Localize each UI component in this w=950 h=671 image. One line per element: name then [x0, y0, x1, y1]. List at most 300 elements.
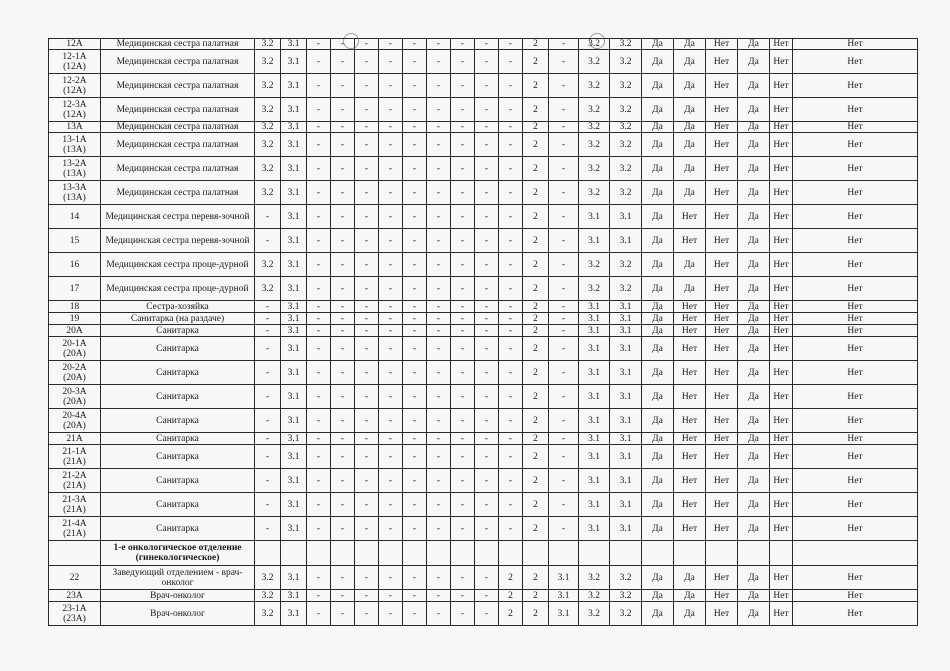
factor-cell: Нет	[793, 301, 918, 313]
factor-cell: -	[331, 313, 355, 325]
factor-cell: -	[355, 313, 379, 325]
factor-cell: -	[427, 517, 451, 541]
factor-cell: -	[427, 39, 451, 50]
factor-cell: 3.1	[610, 229, 642, 253]
factor-cell: -	[451, 50, 475, 74]
factor-cell: -	[427, 590, 451, 602]
factor-cell: -	[549, 133, 579, 157]
factor-cell: Да	[674, 590, 706, 602]
factor-cell: -	[331, 433, 355, 445]
factor-cell: 3.1	[281, 229, 307, 253]
factor-cell: Нет	[770, 98, 793, 122]
factor-cell: 2	[523, 39, 549, 50]
factor-cell: Да	[642, 445, 674, 469]
factor-cell: -	[307, 566, 331, 590]
factor-cell: Нет	[706, 493, 738, 517]
position-number: 14	[49, 205, 101, 229]
table-row	[49, 39, 918, 50]
position-name: Медицинская сестра палатная	[101, 50, 255, 74]
factor-cell: -	[255, 313, 281, 325]
section-row	[49, 541, 918, 566]
factor-cell: -	[427, 277, 451, 301]
factor-cell: -	[331, 74, 355, 98]
factor-cell: -	[451, 469, 475, 493]
factor-cell: -	[355, 122, 379, 133]
factor-cell: 2	[523, 277, 549, 301]
factor-cell: Нет	[706, 469, 738, 493]
factor-cell: -	[499, 301, 523, 313]
factor-cell: -	[549, 337, 579, 361]
factor-cell: Да	[738, 337, 770, 361]
factor-cell: 2	[499, 590, 523, 602]
factor-cell: Нет	[770, 493, 793, 517]
factor-cell: Нет	[674, 517, 706, 541]
position-number: 13А	[49, 122, 101, 133]
factor-cell: 3.1	[281, 445, 307, 469]
factor-cell: -	[475, 229, 499, 253]
factor-cell: -	[427, 181, 451, 205]
factor-cell: Да	[642, 229, 674, 253]
factor-cell: Нет	[793, 133, 918, 157]
factor-cell: Нет	[770, 301, 793, 313]
factor-cell: Нет	[793, 445, 918, 469]
factor-cell: 3.2	[579, 133, 610, 157]
factor-cell: Нет	[770, 337, 793, 361]
table-row	[49, 325, 918, 337]
factor-cell: 3.1	[281, 181, 307, 205]
factor-cell: -	[255, 205, 281, 229]
factor-cell: 3.1	[281, 325, 307, 337]
factor-cell: -	[499, 229, 523, 253]
factor-cell: -	[549, 98, 579, 122]
empty-cell	[475, 541, 499, 566]
factor-cell: Да	[738, 590, 770, 602]
factor-cell: -	[355, 253, 379, 277]
factor-cell: Да	[738, 313, 770, 325]
factor-cell: Да	[738, 253, 770, 277]
factor-cell: Нет	[793, 469, 918, 493]
factor-cell: -	[499, 277, 523, 301]
factor-cell: 2	[523, 517, 549, 541]
factor-cell: Нет	[793, 385, 918, 409]
factor-cell: 3.2	[255, 181, 281, 205]
factor-cell: 3.1	[579, 229, 610, 253]
factor-cell: 3.1	[281, 566, 307, 590]
factor-cell: Да	[674, 133, 706, 157]
factor-cell: -	[331, 229, 355, 253]
factor-cell: 2	[523, 74, 549, 98]
factor-cell: 2	[523, 566, 549, 590]
factor-cell: Нет	[793, 325, 918, 337]
factor-cell: 3.1	[610, 385, 642, 409]
factor-cell: Нет	[770, 361, 793, 385]
factor-cell: Нет	[706, 205, 738, 229]
factor-cell: Да	[674, 566, 706, 590]
factor-cell: 3.1	[281, 74, 307, 98]
factor-cell: 3.1	[281, 409, 307, 433]
factor-cell: Нет	[770, 157, 793, 181]
factor-cell: -	[427, 445, 451, 469]
factor-cell: Да	[738, 433, 770, 445]
factor-cell: -	[451, 122, 475, 133]
factor-cell: Да	[642, 205, 674, 229]
factor-cell: -	[355, 301, 379, 313]
factor-cell: Да	[738, 517, 770, 541]
factor-cell: Да	[738, 39, 770, 50]
factor-cell: 3.1	[579, 409, 610, 433]
factor-cell: 2	[523, 157, 549, 181]
position-name: Врач-онколог	[101, 590, 255, 602]
factor-cell: Да	[642, 133, 674, 157]
factor-cell: -	[475, 590, 499, 602]
factor-cell: -	[427, 229, 451, 253]
factor-cell: -	[451, 385, 475, 409]
factor-cell: -	[355, 566, 379, 590]
factor-cell: -	[451, 313, 475, 325]
factor-cell: -	[331, 277, 355, 301]
factor-cell: -	[427, 433, 451, 445]
empty-cell	[770, 541, 793, 566]
factor-cell: Да	[674, 181, 706, 205]
factor-cell: 3.2	[610, 590, 642, 602]
position-number: 15	[49, 229, 101, 253]
factor-cell: -	[475, 122, 499, 133]
factor-cell: 3.1	[281, 98, 307, 122]
factor-cell: -	[331, 181, 355, 205]
factor-cell: -	[255, 409, 281, 433]
factor-cell: -	[379, 602, 403, 626]
factor-cell: -	[307, 74, 331, 98]
factor-cell: 3.2	[579, 122, 610, 133]
factor-cell: Нет	[770, 469, 793, 493]
factor-cell: Нет	[793, 493, 918, 517]
factor-cell: Да	[674, 157, 706, 181]
factor-cell: Нет	[706, 433, 738, 445]
position-number: 13-1А (13А)	[49, 133, 101, 157]
factor-cell: Нет	[770, 566, 793, 590]
factor-cell: -	[549, 409, 579, 433]
factor-cell: 3.2	[255, 566, 281, 590]
factor-cell: Нет	[770, 517, 793, 541]
factor-cell: -	[355, 157, 379, 181]
factor-cell: -	[403, 122, 427, 133]
factor-cell: 2	[523, 590, 549, 602]
factor-cell: 3.1	[610, 205, 642, 229]
factor-cell: 2	[523, 493, 549, 517]
factor-cell: Да	[738, 409, 770, 433]
factor-cell: 3.2	[255, 50, 281, 74]
factor-cell: -	[379, 98, 403, 122]
factor-cell: -	[307, 205, 331, 229]
factor-cell: 2	[523, 433, 549, 445]
factor-cell: -	[499, 157, 523, 181]
factor-cell: -	[307, 313, 331, 325]
factor-cell: -	[427, 50, 451, 74]
factor-cell: Да	[674, 98, 706, 122]
factor-cell: Да	[642, 39, 674, 50]
factor-cell: -	[403, 517, 427, 541]
factor-cell: -	[255, 337, 281, 361]
factor-cell: -	[427, 361, 451, 385]
factor-cell: -	[499, 205, 523, 229]
factor-cell: -	[475, 205, 499, 229]
factor-cell: 3.2	[579, 74, 610, 98]
factor-cell: -	[451, 361, 475, 385]
factor-cell: -	[331, 337, 355, 361]
factor-cell: 3.2	[610, 181, 642, 205]
factor-cell: Нет	[674, 325, 706, 337]
factor-cell: -	[427, 122, 451, 133]
table-row	[49, 469, 918, 493]
factor-cell: -	[499, 337, 523, 361]
factor-cell: -	[355, 50, 379, 74]
factor-cell: Да	[738, 277, 770, 301]
position-name: Заведующий отделением - врач-онколог	[101, 566, 255, 590]
factor-cell: Нет	[793, 590, 918, 602]
factor-cell: Нет	[770, 181, 793, 205]
factor-cell: 3.1	[281, 313, 307, 325]
factor-cell: 3.1	[281, 385, 307, 409]
factor-cell: -	[379, 229, 403, 253]
factor-cell: 2	[523, 50, 549, 74]
factor-cell: -	[403, 602, 427, 626]
position-number: 21-3А (21А)	[49, 493, 101, 517]
factor-cell: -	[475, 493, 499, 517]
factor-cell: Да	[642, 98, 674, 122]
table-row	[49, 517, 918, 541]
empty-cell	[674, 541, 706, 566]
factor-cell: Да	[642, 409, 674, 433]
factor-cell: Нет	[674, 493, 706, 517]
factor-cell: Да	[738, 157, 770, 181]
factor-cell: Нет	[793, 409, 918, 433]
factor-cell: Нет	[793, 157, 918, 181]
factor-cell: -	[331, 566, 355, 590]
factor-cell: -	[307, 517, 331, 541]
position-name: Санитарка (на раздаче)	[101, 313, 255, 325]
position-number: 20-4А (20А)	[49, 409, 101, 433]
factor-cell: Нет	[706, 181, 738, 205]
factor-cell: -	[307, 122, 331, 133]
factor-cell: -	[403, 590, 427, 602]
factor-cell: 3.1	[610, 301, 642, 313]
position-name: Медицинская сестра перевя-зочной	[101, 205, 255, 229]
factor-cell: Нет	[706, 39, 738, 50]
factor-cell: Нет	[674, 445, 706, 469]
factor-cell: -	[355, 602, 379, 626]
factor-cell: 3.1	[610, 325, 642, 337]
factor-cell: Да	[738, 50, 770, 74]
factor-cell: Нет	[706, 50, 738, 74]
factor-cell: Нет	[706, 301, 738, 313]
factor-cell: Да	[738, 445, 770, 469]
factor-cell: Нет	[770, 409, 793, 433]
factor-cell: Нет	[674, 409, 706, 433]
table-row	[49, 74, 918, 98]
factor-cell: -	[499, 325, 523, 337]
factor-cell: -	[379, 74, 403, 98]
table-row	[49, 229, 918, 253]
factor-cell: 3.1	[610, 469, 642, 493]
empty-cell	[281, 541, 307, 566]
factor-cell: -	[307, 301, 331, 313]
factor-cell: 3.2	[255, 277, 281, 301]
table-row	[49, 50, 918, 74]
factor-cell: -	[549, 385, 579, 409]
factor-cell: -	[307, 409, 331, 433]
factor-cell: Нет	[706, 445, 738, 469]
factor-cell: -	[475, 50, 499, 74]
factor-cell: 2	[523, 181, 549, 205]
factor-cell: -	[379, 325, 403, 337]
factor-cell: -	[379, 493, 403, 517]
factor-cell: 3.2	[255, 157, 281, 181]
position-name: Врач-онколог	[101, 602, 255, 626]
factor-cell: Да	[642, 157, 674, 181]
position-number: 20-1А (20А)	[49, 337, 101, 361]
factor-cell: 3.2	[610, 98, 642, 122]
factor-cell: -	[255, 433, 281, 445]
factor-cell: 3.2	[579, 98, 610, 122]
factor-cell: -	[403, 433, 427, 445]
factor-cell: -	[379, 409, 403, 433]
factor-cell: Да	[642, 325, 674, 337]
factor-cell: -	[451, 445, 475, 469]
factor-cell: 3.1	[579, 361, 610, 385]
factor-cell: 3.2	[610, 39, 642, 50]
factor-cell: Да	[674, 602, 706, 626]
position-name: Медицинская сестра перевя-зочной	[101, 229, 255, 253]
position-name: Медицинская сестра палатная	[101, 181, 255, 205]
factor-cell: -	[355, 469, 379, 493]
empty-cell	[642, 541, 674, 566]
table-row	[49, 205, 918, 229]
factor-cell: -	[331, 133, 355, 157]
position-name: Медицинская сестра палатная	[101, 157, 255, 181]
factor-cell: 3.2	[255, 74, 281, 98]
factor-cell: 3.1	[579, 445, 610, 469]
factor-cell: 3.1	[610, 409, 642, 433]
factor-cell: 2	[523, 229, 549, 253]
factor-cell: -	[331, 205, 355, 229]
factor-cell: -	[255, 517, 281, 541]
factor-cell: Да	[738, 122, 770, 133]
factor-cell: 3.2	[255, 133, 281, 157]
factor-cell: -	[331, 469, 355, 493]
factor-cell: -	[379, 181, 403, 205]
factor-cell: Нет	[706, 98, 738, 122]
position-name: Сестра-хозяйка	[101, 301, 255, 313]
factor-cell: -	[379, 385, 403, 409]
factor-cell: Да	[642, 122, 674, 133]
factor-cell: Нет	[793, 205, 918, 229]
factor-cell: Нет	[674, 361, 706, 385]
factor-cell: -	[403, 205, 427, 229]
factor-cell: -	[331, 122, 355, 133]
position-name: Санитарка	[101, 469, 255, 493]
factor-cell: -	[475, 74, 499, 98]
factor-cell: -	[499, 181, 523, 205]
factor-cell: Нет	[706, 385, 738, 409]
factor-cell: -	[451, 157, 475, 181]
factor-cell: Да	[738, 469, 770, 493]
factor-cell: -	[331, 493, 355, 517]
factor-cell: -	[549, 313, 579, 325]
factor-cell: -	[403, 325, 427, 337]
factor-cell: -	[307, 181, 331, 205]
factor-cell: 3.1	[579, 205, 610, 229]
factor-cell: -	[355, 325, 379, 337]
position-number: 21-1А (21А)	[49, 445, 101, 469]
factor-cell: Да	[674, 50, 706, 74]
factor-cell: Нет	[770, 385, 793, 409]
factor-cell: Нет	[770, 602, 793, 626]
empty-cell	[523, 541, 549, 566]
factor-cell: -	[331, 157, 355, 181]
position-number: 12-3А (12А)	[49, 98, 101, 122]
factor-cell: -	[307, 337, 331, 361]
factor-cell: -	[331, 253, 355, 277]
factor-cell: -	[403, 313, 427, 325]
table-row	[49, 313, 918, 325]
factor-cell: 3.1	[610, 445, 642, 469]
factor-cell: -	[427, 313, 451, 325]
factor-cell: Да	[642, 590, 674, 602]
factor-cell: -	[427, 325, 451, 337]
factor-cell: Да	[674, 74, 706, 98]
factor-cell: -	[499, 133, 523, 157]
factor-cell: -	[549, 253, 579, 277]
factor-cell: -	[355, 337, 379, 361]
factor-cell: -	[549, 74, 579, 98]
factor-cell: -	[451, 493, 475, 517]
factor-cell: 3.1	[579, 385, 610, 409]
table-row	[49, 133, 918, 157]
table-row	[49, 253, 918, 277]
factor-cell: -	[331, 590, 355, 602]
factor-cell: -	[331, 325, 355, 337]
factor-cell: Да	[642, 361, 674, 385]
position-number: 12А	[49, 39, 101, 50]
factor-cell: 2	[523, 445, 549, 469]
factor-cell: -	[549, 361, 579, 385]
factor-cell: -	[255, 493, 281, 517]
factor-cell: -	[379, 566, 403, 590]
factor-cell: 3.2	[610, 74, 642, 98]
position-number: 21-4А (21А)	[49, 517, 101, 541]
factor-cell: -	[499, 517, 523, 541]
factor-cell: -	[499, 445, 523, 469]
factor-cell: 3.1	[610, 433, 642, 445]
factor-cell: -	[451, 590, 475, 602]
factor-cell: -	[499, 361, 523, 385]
factor-cell: Нет	[793, 277, 918, 301]
factor-cell: -	[255, 325, 281, 337]
factor-cell: -	[307, 433, 331, 445]
position-name: Санитарка	[101, 409, 255, 433]
factor-cell: Нет	[793, 566, 918, 590]
factor-cell: 3.1	[281, 157, 307, 181]
factor-cell: Нет	[674, 433, 706, 445]
factor-cell: 2	[523, 337, 549, 361]
factor-cell: 2	[523, 98, 549, 122]
factor-cell: 3.1	[281, 133, 307, 157]
factor-cell: -	[379, 50, 403, 74]
factor-cell: -	[549, 205, 579, 229]
factor-cell: -	[549, 445, 579, 469]
table-row	[49, 445, 918, 469]
factor-cell: Нет	[793, 229, 918, 253]
